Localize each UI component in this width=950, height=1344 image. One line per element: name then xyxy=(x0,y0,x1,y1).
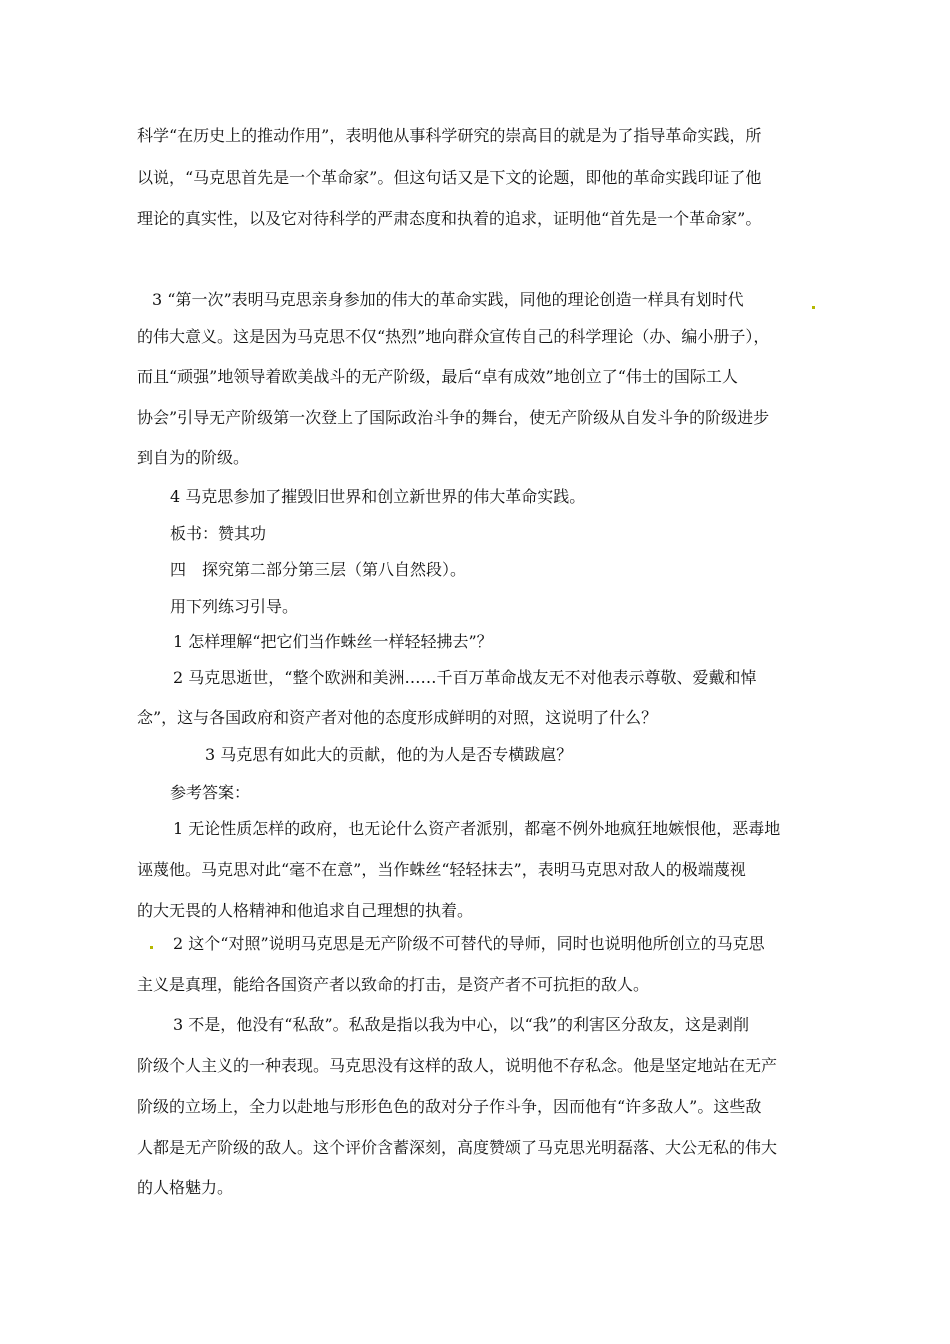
paragraph-line: 阶级的立场上，全力以赴地与形形色色的敌对分子作斗争，因而他有“许多敌人”。这些敌 xyxy=(137,1097,762,1116)
answer-item: 2 这个“对照”说明马克思是无产阶级不可替代的导师，同时也说明他所创立的马克思 xyxy=(173,934,765,953)
paragraph-line: 诬蔑他。马克思对此“毫不在意”，当作蛛丝“轻轻抹去”，表明马克思对敌人的极端蔑视 xyxy=(137,860,746,879)
paragraph-line: 3 “第一次”表明马克思亲身参加的伟大的革命实践，同他的理论创造一样具有划时代 xyxy=(152,290,744,309)
answers-heading: 参考答案： xyxy=(170,783,251,802)
paragraph-line: 主义是真理，能给各国资产者以致命的打击，是资产者不可抗拒的敌人。 xyxy=(137,975,650,994)
blackboard-note: 板书：赞其功 xyxy=(170,524,267,543)
answer-item: 3 不是，他没有“私敌”。私敌是指以我为中心，以“我”的利害区分敌友，这是剥削 xyxy=(173,1015,749,1034)
paragraph-line: 念”，这与各国政府和资产者对他的态度形成鲜明的对照，这说明了什么？ xyxy=(137,708,658,727)
paragraph-line: 以说，“马克思首先是一个革命家”。但这句话又是下文的论题，即他的革命实践印证了他 xyxy=(137,168,762,187)
paragraph-line: 的人格魅力。 xyxy=(137,1178,234,1197)
marker-dot-icon xyxy=(812,306,815,309)
paragraph-line: 的大无畏的人格精神和他追求自己理想的执着。 xyxy=(137,901,474,920)
section-heading: 四 探究第二部分第三层（第八自然段）。 xyxy=(170,560,467,579)
paragraph-line: 4 马克思参加了摧毁旧世界和创立新世界的伟大革命实践。 xyxy=(170,487,586,506)
marker-dot-icon xyxy=(150,946,153,949)
question-item: 1 怎样理解“把它们当作蛛丝一样轻轻拂去”？ xyxy=(173,632,493,651)
paragraph-line: 而且“顽强”地领导着欧美战斗的无产阶级，最后“卓有成效”地创立了“伟士的国际工人 xyxy=(137,367,738,386)
paragraph-line: 的伟大意义。这是因为马克思不仅“热烈”地向群众宣传自己的科学理论（办、编小册子）， xyxy=(137,327,770,346)
paragraph-line: 人都是无产阶级的敌人。这个评价含蓄深刻，高度赞颂了马克思光明磊落、大公无私的伟大 xyxy=(137,1138,778,1157)
paragraph-line: 阶级个人主义的一种表现。马克思没有这样的敌人，说明他不存私念。他是坚定地站在无产 xyxy=(137,1056,778,1075)
paragraph-line: 到自为的阶级。 xyxy=(137,448,250,467)
paragraph-line: 用下列练习引导。 xyxy=(170,597,299,616)
paragraph-line: 协会”引导无产阶级第一次登上了国际政治斗争的舞台，使无产阶级从自发斗争的阶级进步 xyxy=(137,408,770,427)
answer-item: 1 无论性质怎样的政府，也无论什么资产者派别，都毫不例外地疯狂地嫉恨他，恶毒地 xyxy=(173,819,781,838)
question-item: 2 马克思逝世，“整个欧洲和美洲……千百万革命战友无不对他表示尊敬、爱戴和悼 xyxy=(173,668,757,687)
paragraph-line: 理论的真实性，以及它对待科学的严肃态度和执着的追求，证明他“首先是一个革命家”。 xyxy=(137,209,762,228)
paragraph-line: 科学“在历史上的推动作用”，表明他从事科学研究的崇高目的就是为了指导革命实践，所 xyxy=(137,126,762,145)
question-item: 3 马克思有如此大的贡献，他的为人是否专横跋扈？ xyxy=(205,745,573,764)
